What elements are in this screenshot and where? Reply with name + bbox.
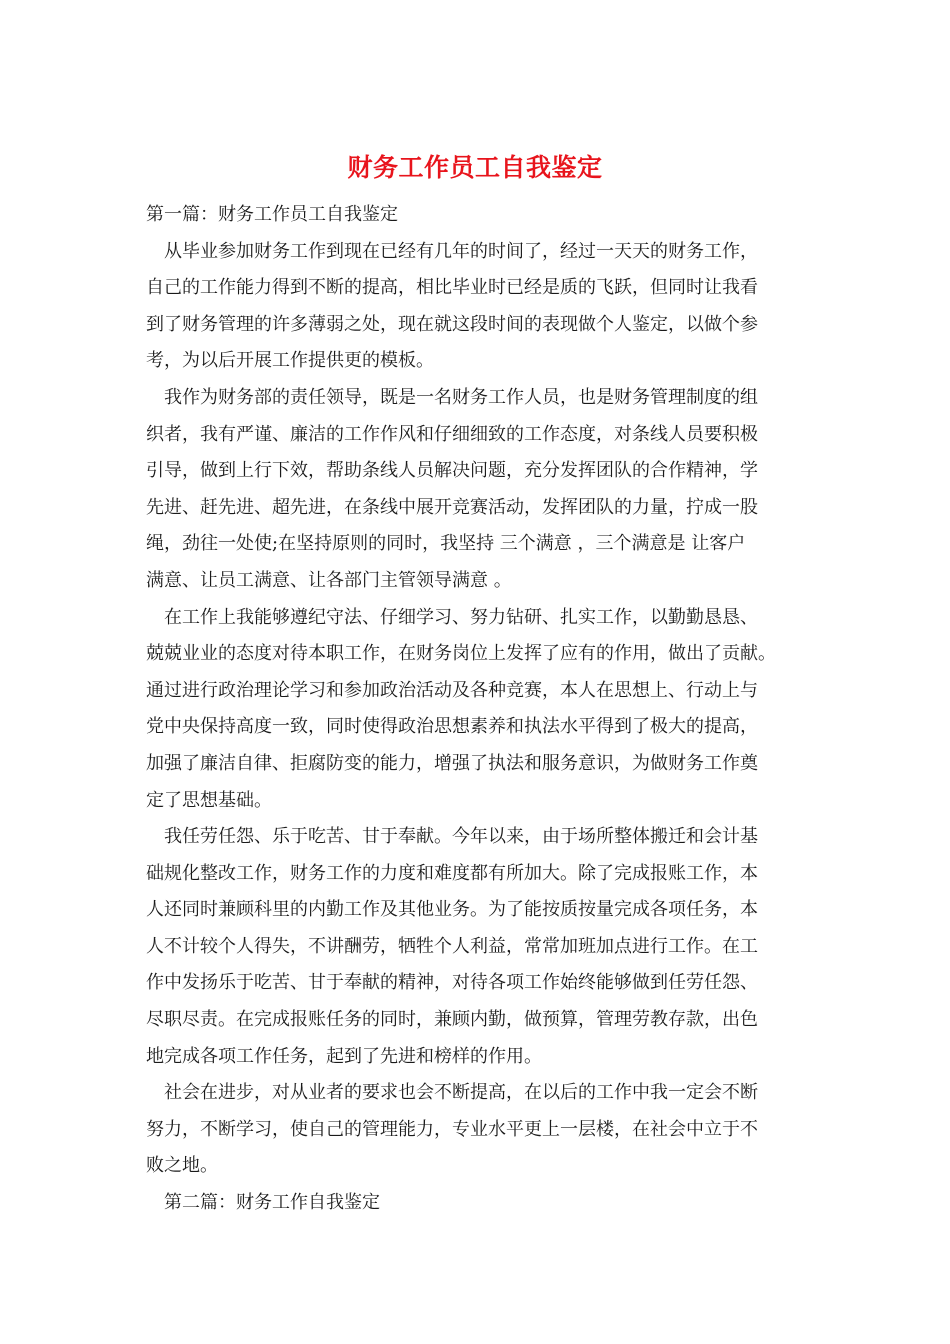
text-line: 地完成各项工作任务，起到了先进和榜样的作用。 xyxy=(146,1045,542,1067)
text-line: 到了财务管理的许多薄弱之处，现在就这段时间的表现做个人鉴定，以做个参 xyxy=(146,313,758,335)
text-line: 第二篇：财务工作自我鉴定 xyxy=(164,1192,380,1214)
document-title: 财务工作员工自我鉴定 xyxy=(347,153,603,182)
text-line: 满意、让员工满意、让各部门主管领导满意 。 xyxy=(146,569,512,591)
text-line: 我任劳任怨、乐于吃苦、甘于奉献。今年以来，由于场所整体搬迁和会计基 xyxy=(164,826,758,848)
text-line: 兢兢业业的态度对待本职工作，在财务岗位上发挥了应有的作用，做出了贡献。 xyxy=(146,643,776,665)
text-line: 绳，劲往一处使;在坚持原则的同时，我坚持 三个满意 ，三个满意是 让客户 xyxy=(146,533,746,555)
text-line: 尽职尽责。在完成报账任务的同时，兼顾内勤，做预算，管理劳教存款，出色 xyxy=(146,1009,758,1031)
text-line: 从毕业参加财务工作到现在已经有几年的时间了，经过一天天的财务工作， xyxy=(164,240,758,262)
text-line: 础规化整改工作，财务工作的力度和难度都有所加大。除了完成报账工作，本 xyxy=(146,862,758,884)
text-line: 加强了廉洁自律、拒腐防变的能力，增强了执法和服务意识，为做财务工作奠 xyxy=(146,752,758,774)
text-line: 党中央保持高度一致，同时使得政治思想素养和执法水平得到了极大的提高， xyxy=(146,716,758,738)
text-line: 通过进行政治理论学习和参加政治活动及各种竞赛，本人在思想上、行动上与 xyxy=(146,679,758,701)
text-line: 败之地。 xyxy=(146,1155,218,1177)
text-line: 我作为财务部的责任领导，既是一名财务工作人员，也是财务管理制度的组 xyxy=(164,386,758,408)
text-line: 作中发扬乐于吃苦、甘于奉献的精神，对待各项工作始终能够做到任劳任怨、 xyxy=(146,972,758,994)
text-line: 在工作上我能够遵纪守法、仔细学习、努力钻研、扎实工作，以勤勤恳恳、 xyxy=(164,606,758,628)
text-line: 织者，我有严谨、廉洁的工作作风和仔细细致的工作态度，对条线人员要积极 xyxy=(146,423,758,445)
text-line: 人不计较个人得失，不讲酬劳，牺牲个人利益，常常加班加点进行工作。在工 xyxy=(146,935,758,957)
text-line: 自己的工作能力得到不断的提高，相比毕业时已经是质的飞跃，但同时让我看 xyxy=(146,277,758,299)
text-line: 人还同时兼顾科里的内勤工作及其他业务。为了能按质按量完成各项任务，本 xyxy=(146,899,758,921)
text-line: 社会在进步，对从业者的要求也会不断提高，在以后的工作中我一定会不断 xyxy=(164,1082,758,1104)
text-line: 第一篇：财务工作员工自我鉴定 xyxy=(146,204,398,225)
text-line: 考，为以后开展工作提供更的模板。 xyxy=(146,350,434,372)
document-body xyxy=(146,197,818,1222)
text-line: 引导，做到上行下效，帮助条线人员解决问题，充分发挥团队的合作精神，学 xyxy=(146,460,758,482)
text-line: 努力，不断学习，使自己的管理能力，专业水平更上一层楼，在社会中立于不 xyxy=(146,1118,758,1140)
text-line: 定了思想基础。 xyxy=(146,789,272,811)
text-line: 先进、赶先进、超先进，在条线中展开竞赛活动，发挥团队的力量，拧成一股 xyxy=(146,496,758,518)
